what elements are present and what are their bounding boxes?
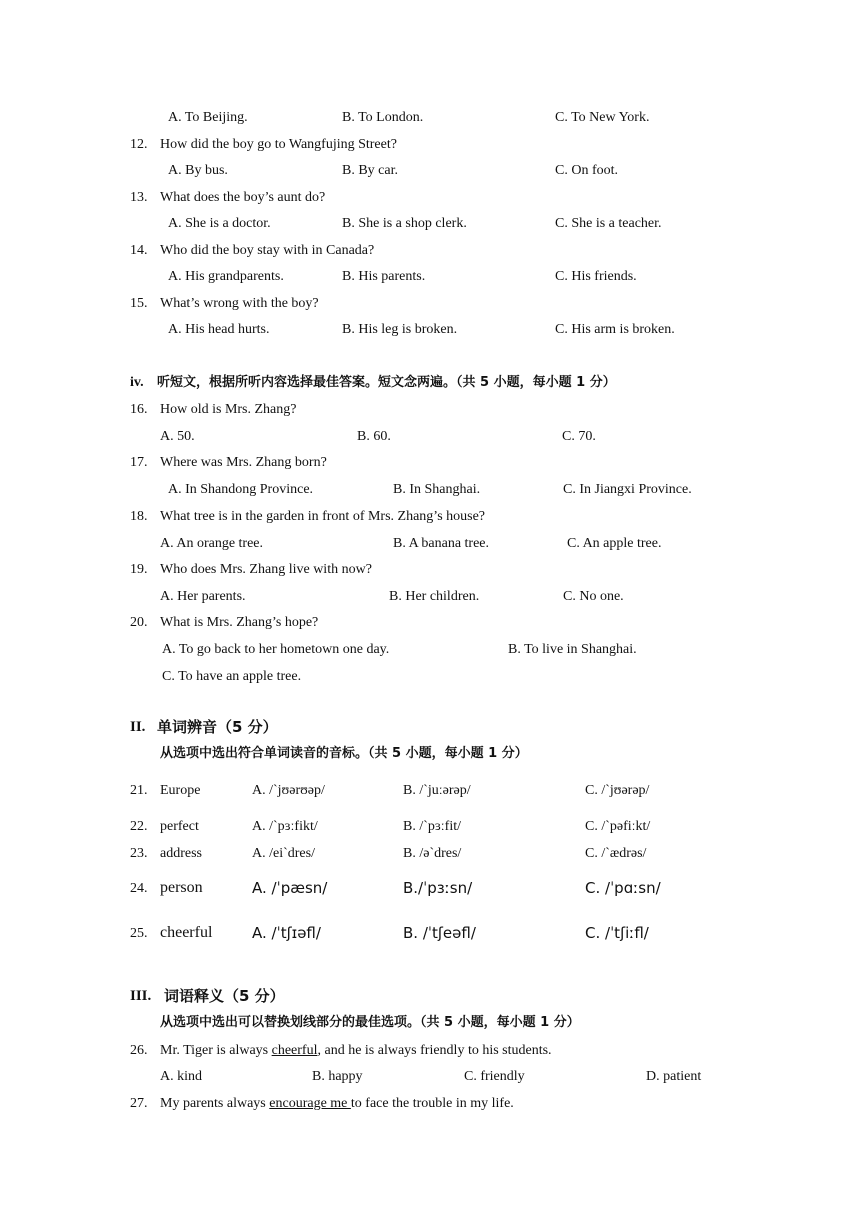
option-a: A. To go back to her hometown one day. <box>162 642 390 657</box>
question-text: Who does Mrs. Zhang live with now? <box>160 562 372 577</box>
underlined-word: encourage me <box>269 1096 351 1111</box>
option-c: C. To have an apple tree. <box>162 669 302 684</box>
option-b: B. happy <box>312 1069 363 1084</box>
section-title: 单词辨音（5 分） <box>157 718 278 736</box>
section-instruction: 从选项中选出可以替换划线部分的最佳选项。（共 5 小题，每小题 1 分） <box>160 1015 580 1030</box>
question-text-post: to face the trouble in my life. <box>350 1096 514 1111</box>
option-b: B. /ˈtʃeəfl/ <box>403 924 476 942</box>
question-text-pre: My parents always <box>160 1096 270 1111</box>
option-c: C. /ˋjʊərəp/ <box>585 783 650 798</box>
option-b: B. /əˋdres/ <box>403 846 462 861</box>
option-b: B. /ˋjuːərəp/ <box>403 783 471 798</box>
option-a: A. In Shandong Province. <box>168 482 314 497</box>
question-text-post: , and he is always friendly to his students. <box>317 1043 552 1058</box>
section-instruction: 从选项中选出符合单词读音的音标。（共 5 小题，每小题 1 分） <box>160 746 528 761</box>
option-a: A. She is a doctor. <box>168 216 271 231</box>
question-number: 19. <box>130 562 148 577</box>
option-c: C. In Jiangxi Province. <box>563 482 692 497</box>
option-a: A. /eiˋdres/ <box>252 846 315 861</box>
option-a: A. Her parents. <box>160 589 246 604</box>
section-roman: III. <box>130 988 152 1004</box>
option-a: A. /ˋjʊərʊəp/ <box>252 783 325 798</box>
option-a: A. /ˋpɜːfikt/ <box>252 819 318 834</box>
option-b: B. 60. <box>357 429 391 444</box>
option-c: C. /ˋædrəs/ <box>585 846 647 861</box>
option-a: A. His grandparents. <box>168 269 284 284</box>
section-heading-prefix: iv. <box>130 375 144 390</box>
option-b: B. His parents. <box>342 269 426 284</box>
option-a: A. kind <box>160 1069 202 1084</box>
option-c: C. To New York. <box>555 110 650 125</box>
option-c: C. An apple tree. <box>567 536 662 551</box>
question-number: 16. <box>130 402 148 417</box>
question-number: 22. <box>130 819 148 834</box>
underlined-word: cheerful <box>271 1043 318 1058</box>
option-c: C. His friends. <box>555 269 637 284</box>
question-text: How old is Mrs. Zhang? <box>160 402 297 417</box>
question-number: 18. <box>130 509 148 524</box>
question-number: 25. <box>130 926 148 941</box>
option-b: B. /ˋpɜːfit/ <box>403 819 461 834</box>
question-text <box>160 1044 552 1058</box>
section-title: 词语释义（5 分） <box>164 987 285 1005</box>
option-c: C. No one. <box>563 589 624 604</box>
option-a: A. An orange tree. <box>160 536 264 551</box>
question-number: 26. <box>130 1043 148 1058</box>
option-c: C. friendly <box>464 1069 525 1084</box>
question-text <box>160 1097 514 1111</box>
option-a: A. His head hurts. <box>168 322 270 337</box>
option-b: B. In Shanghai. <box>393 482 481 497</box>
question-text: Where was Mrs. Zhang born? <box>160 455 327 470</box>
option-c: C. On foot. <box>555 163 618 178</box>
option-c: C. /ˈtʃiːfl/ <box>585 924 649 942</box>
option-a: A. By bus. <box>168 163 228 178</box>
option-c: C. 70. <box>562 429 596 444</box>
question-number: 13. <box>130 190 148 205</box>
question-number: 21. <box>130 783 148 798</box>
option-b: B. She is a shop clerk. <box>342 216 467 231</box>
section-heading: 听短文，根据所听内容选择最佳答案。短文念两遍。（共 5 小题，每小题 1 分） <box>157 375 616 390</box>
option-d: D. patient <box>646 1069 702 1084</box>
word: person <box>160 879 203 896</box>
word: address <box>160 846 202 861</box>
question-number: 14. <box>130 243 148 258</box>
question-text: What does the boy’s aunt do? <box>160 190 326 205</box>
question-number: 23. <box>130 846 148 861</box>
question-text: Who did the boy stay with in Canada? <box>160 243 375 258</box>
word: perfect <box>160 819 199 834</box>
question-number: 20. <box>130 615 148 630</box>
option-a: A. /ˈpæsn/ <box>252 879 328 897</box>
option-b: B. To London. <box>342 110 424 125</box>
question-number: 17. <box>130 455 148 470</box>
option-b: B./ˈpɜːsn/ <box>403 879 473 897</box>
option-a: A. To Beijing. <box>168 110 248 125</box>
section-roman: II. <box>130 719 146 735</box>
option-c: C. His arm is broken. <box>555 322 675 337</box>
option-b: B. Her children. <box>389 589 480 604</box>
option-b: B. His leg is broken. <box>342 322 458 337</box>
question-text: What’s wrong with the boy? <box>160 296 319 311</box>
word: cheerful <box>160 924 213 941</box>
option-c: C. /ˋpəfiːkt/ <box>585 819 651 834</box>
word: Europe <box>160 783 201 798</box>
question-number: 12. <box>130 137 148 152</box>
question-number: 24. <box>130 881 148 896</box>
option-b: B. To live in Shanghai. <box>508 642 637 657</box>
question-text: What is Mrs. Zhang’s hope? <box>160 615 319 630</box>
option-b: B. A banana tree. <box>393 536 490 551</box>
question-text: What tree is in the garden in front of Mrs. Zhang’s house? <box>160 509 486 524</box>
option-c: C. She is a teacher. <box>555 216 662 231</box>
option-a: A. /ˈtʃɪəfl/ <box>252 924 321 942</box>
question-number: 15. <box>130 296 148 311</box>
question-number: 27. <box>130 1096 148 1111</box>
option-a: A. 50. <box>160 429 195 444</box>
option-b: B. By car. <box>342 163 398 178</box>
question-text-pre: Mr. Tiger is always <box>160 1043 272 1058</box>
question-text: How did the boy go to Wangfujing Street? <box>160 137 397 152</box>
option-c: C. /ˈpɑːsn/ <box>585 879 661 897</box>
